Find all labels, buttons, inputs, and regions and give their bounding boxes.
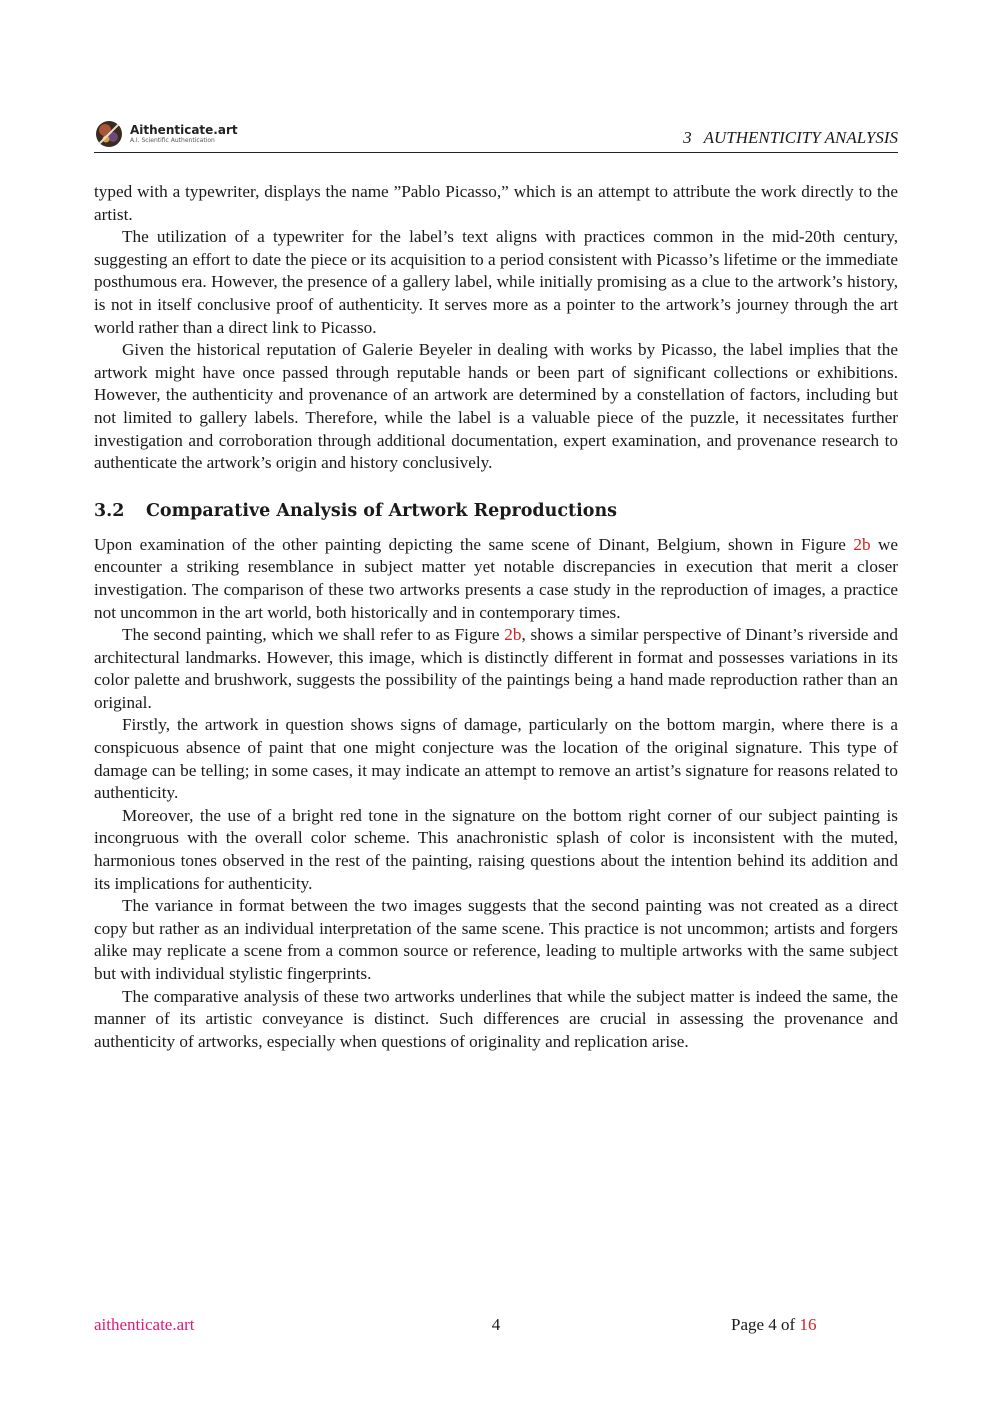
page-footer [94,1315,898,1339]
paragraph-9: The comparative analysis of these two artworks underlines that while the subject matter is indeed the same, the manner of its artistic conveyance is distinct. Such differences are crucial in assessing the provenance and authenticity of artworks, especially when questions of originality and replication arise. [94,986,898,1051]
figure-ref-link[interactable]: 2b [504,625,522,645]
paragraph-5-text-b: , shows a similar perspective of Dinant’s riverside and architectural landmarks. However, this image, which is distinctly different in format and possesses variations in its color palette and brushwork, suggests the possibility of the paintings being a hand made reproduction rather than an original. [94,625,899,712]
running-section-number: 3 [683,128,692,147]
aithenticate-logo-icon [94,119,124,149]
page-header [94,116,898,153]
paragraph-8: The variance in format between the two images suggests that the second painting was not created as a direct copy but rather as an individual interpretation of the same scene. This practice is not uncommon; artists and forgers alike may replicate a scene from a common source or reference, leading to multiple artworks with the same subject but with individual stylistic fingerprints. [94,896,898,983]
paragraph-4-text-b: we encounter a striking resemblance in subject matter yet notable discrepancies in execution that merit a closer investigation. The comparison of these two artworks presents a case study in the reproduction of images, a practice not uncommon in the art world, both historically and in contemporary times. [94,534,898,622]
brand-logo[interactable] [94,119,238,149]
running-section-title: AUTHENTICITY ANALYSIS [703,128,898,147]
logo-tagline: A.I. Scientific Authentication [130,137,215,144]
paragraph-4 [94,534,898,624]
paragraph-5 [94,624,898,714]
paragraph-3: Given the historical reputation of Galerie Beyeler in dealing with works by Picasso, the label implies that the artwork might have once passed through reputable hands or been part of significant collections or exhibitions. However, the authenticity and provenance of an artwork are determined by a constellation of factors, including but not limited to gallery labels. Therefore, while the label is a valuable piece of the puzzle, it necessitates further investigation and corroboration through additional documentation, expert examination, and provenance research to authenticate the artwork’s origin and history conclusively. [94,340,898,473]
paragraph-5-text-a: The second painting, which we shall refer to as Figure [122,625,505,645]
footer-page-number: 4 [491,1315,501,1334]
figure-ref-link[interactable]: 2b [853,534,871,554]
page-body [94,181,898,1053]
footer-page-count [731,1315,816,1335]
section-title: Comparative Analysis of Artwork Reproductions [146,500,618,521]
running-header-title [683,128,898,148]
footer-total-pages-link[interactable]: 16 [799,1315,817,1334]
section-heading [94,498,898,524]
footer-site-link[interactable]: aithenticate.art [94,1315,195,1334]
footer-page-label: Page 4 of [731,1315,800,1334]
section-number: 3.2 [94,500,125,521]
paragraph-2: The utilization of a typewriter for the label’s text aligns with practices common in the mid-20th century, suggesting an effort to date the piece or its acquisition to a period consistent with Picasso’s lifetime or the immediate posthumous era. However, the presence of a gallery label, while initially promising as a clue to the artwork’s history, is not in itself conclusive proof of authenticity. It serves more as a pointer to the artwork’s journey through the art world rather than a direct link to Picasso. [94,227,898,337]
paragraph-1: typed with a typewriter, displays the name ”Pablo Picasso,” which is an attempt to attribute the work directly to the artist. [94,182,898,224]
paragraph-7: Moreover, the use of a bright red tone in the signature on the bottom right corner of our subject painting is incongruous with the overall color scheme. This anachronistic splash of color is inconsistent with the muted, harmonious tones observed in the rest of the painting, raising questions about the intention behind its addition and its implications for authenticity. [94,805,898,893]
logo-name: Aithenticate.art [130,123,238,137]
paragraph-6: Firstly, the artwork in question shows signs of damage, particularly on the bottom margin, where there is a conspicuous absence of paint that one might conjecture was the location of the original signature. This type of damage can be telling; in some cases, it may indicate an attempt to remove an artist’s signature for reasons related to authenticity. [94,715,898,803]
paragraph-4-text-a: Upon examination of the other painting depicting the same scene of Dinant, Belgium, shown in Figure [94,534,854,554]
